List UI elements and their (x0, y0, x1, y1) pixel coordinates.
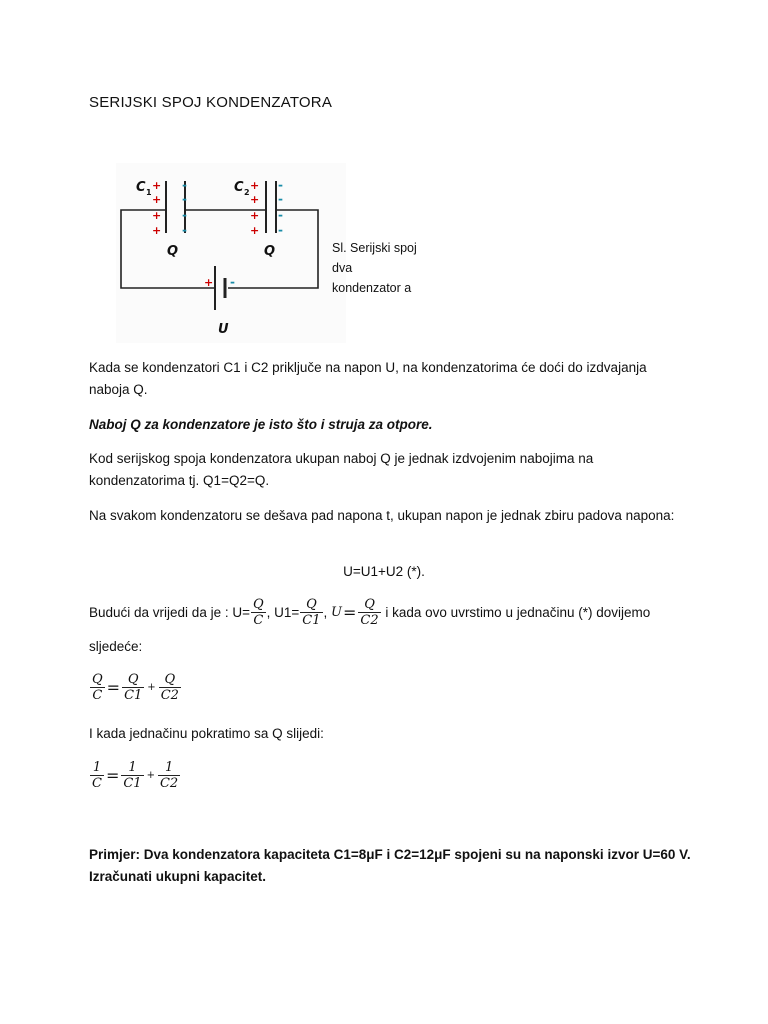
c2-plus-2: + (250, 193, 260, 206)
equals-sign: = (106, 678, 121, 697)
denominator: C1 (123, 776, 142, 791)
page-title: SERIJSKI SPOJ KONDENZATORA (89, 94, 333, 111)
denominator: C2 (159, 776, 179, 791)
battery-plus: + (204, 276, 214, 289)
c1-minus-4: - (182, 223, 187, 237)
fraction-q-over-c2 (159, 672, 181, 703)
numerator: 1 (92, 760, 102, 775)
paragraph-3: Kod serijskog spoja kondenzatora ukupan naboj Q je jednak izdvojenim nabojima na kondenzatorima tj. Q1=Q2=Q. (89, 451, 594, 488)
c1-label: C (136, 180, 146, 195)
paragraph-6: I kada jednačinu pokratimo sa Q slijedi: (89, 726, 324, 741)
numerator: Q (252, 597, 264, 612)
denominator: C1 (124, 688, 143, 703)
denominator: C (90, 687, 105, 703)
numerator: Q (364, 597, 375, 612)
battery-minus: - (230, 275, 235, 289)
fraction-q-over-c2 (358, 597, 380, 628)
paragraph-2: Naboj Q za kondenzatore je isto što i struja za otpore. (89, 417, 433, 432)
paragraph-5-mid2: , (323, 605, 328, 620)
fraction-1-over-c2 (158, 760, 180, 791)
circuit-diagram (116, 163, 346, 343)
plus-sign: + (146, 770, 155, 781)
c2-plus-1: + (250, 179, 260, 192)
paragraph-5-mid1: , U1= (266, 605, 300, 620)
c1-minus-3: - (182, 208, 187, 222)
denominator: C1 (302, 613, 321, 628)
denominator: C2 (360, 613, 379, 628)
example-problem: Primjer: Dva kondenzatora kapaciteta C1=8μF i C2=12μF spojeni su na naponski izvor U=60 V. Izračunati ukupni kapacitet. (89, 847, 691, 884)
plus-sign: + (147, 682, 156, 693)
paragraph-1: Kada se kondenzatori C1 i C2 priključe na napon U, na kondenzatorima će doći do izdvajanja naboja Q. (89, 360, 647, 397)
c2-charge-label: Q (264, 244, 276, 259)
c2-minus-4: - (278, 223, 283, 237)
c2-plus-4: + (250, 224, 260, 237)
voltage-label: U (218, 322, 229, 337)
numerator: 1 (164, 760, 174, 775)
c2-label: C (234, 180, 244, 195)
paragraph-4: Na svakom kondenzatoru se dešava pad napona t, ukupan napon je jednak zbiru padova napona: (89, 508, 675, 523)
fraction-q-over-c1 (122, 672, 144, 703)
fraction-q-over-c (251, 597, 266, 628)
formula-reciprocal (89, 760, 181, 791)
fraction-1-over-c1 (121, 760, 143, 791)
formula-q (89, 672, 182, 703)
c1-plus-3: + (152, 209, 162, 222)
fraction-q-over-c1 (300, 597, 322, 628)
paragraph-5-end: i kada ovo uvrstimo u jednačinu (*) dovijemo (381, 605, 651, 620)
u-symbol: U (331, 605, 343, 620)
numerator: Q (127, 672, 139, 687)
paragraph-5-start: Budući da vrijedi da je : U= (89, 605, 250, 620)
fraction-q-over-c (90, 672, 105, 703)
c2-minus-1: - (278, 178, 283, 192)
circuit-svg (116, 163, 346, 343)
figure-caption: Sl. Serijski spoj dva kondenzator a (332, 241, 417, 295)
c1-subscript: 1 (146, 188, 152, 197)
c2-plus-3: + (250, 209, 260, 222)
denominator: C (251, 612, 266, 628)
numerator: Q (92, 672, 103, 687)
numerator: Q (164, 672, 176, 687)
c2-minus-3: - (278, 208, 283, 222)
c2-minus-2: - (278, 192, 283, 206)
equation-sum: U=U1+U2 (*). (343, 564, 425, 579)
c2-subscript: 2 (244, 188, 250, 197)
equals-sign: = (105, 766, 120, 785)
denominator: C (92, 776, 102, 791)
c1-minus-1: - (182, 178, 187, 192)
c1-plus-2: + (152, 193, 162, 206)
numerator: 1 (128, 760, 137, 775)
c1-charge-label: Q (167, 244, 179, 259)
equals-sign: = (343, 603, 357, 622)
c1-plus-4: + (152, 224, 162, 237)
paragraph-5-line2: sljedeće: (89, 639, 143, 654)
denominator: C2 (160, 688, 179, 703)
numerator: Q (306, 597, 317, 612)
paragraph-5 (89, 597, 650, 628)
c1-minus-2: - (182, 192, 187, 206)
c1-plus-1: + (152, 179, 162, 192)
fraction-1-over-c (90, 760, 104, 791)
